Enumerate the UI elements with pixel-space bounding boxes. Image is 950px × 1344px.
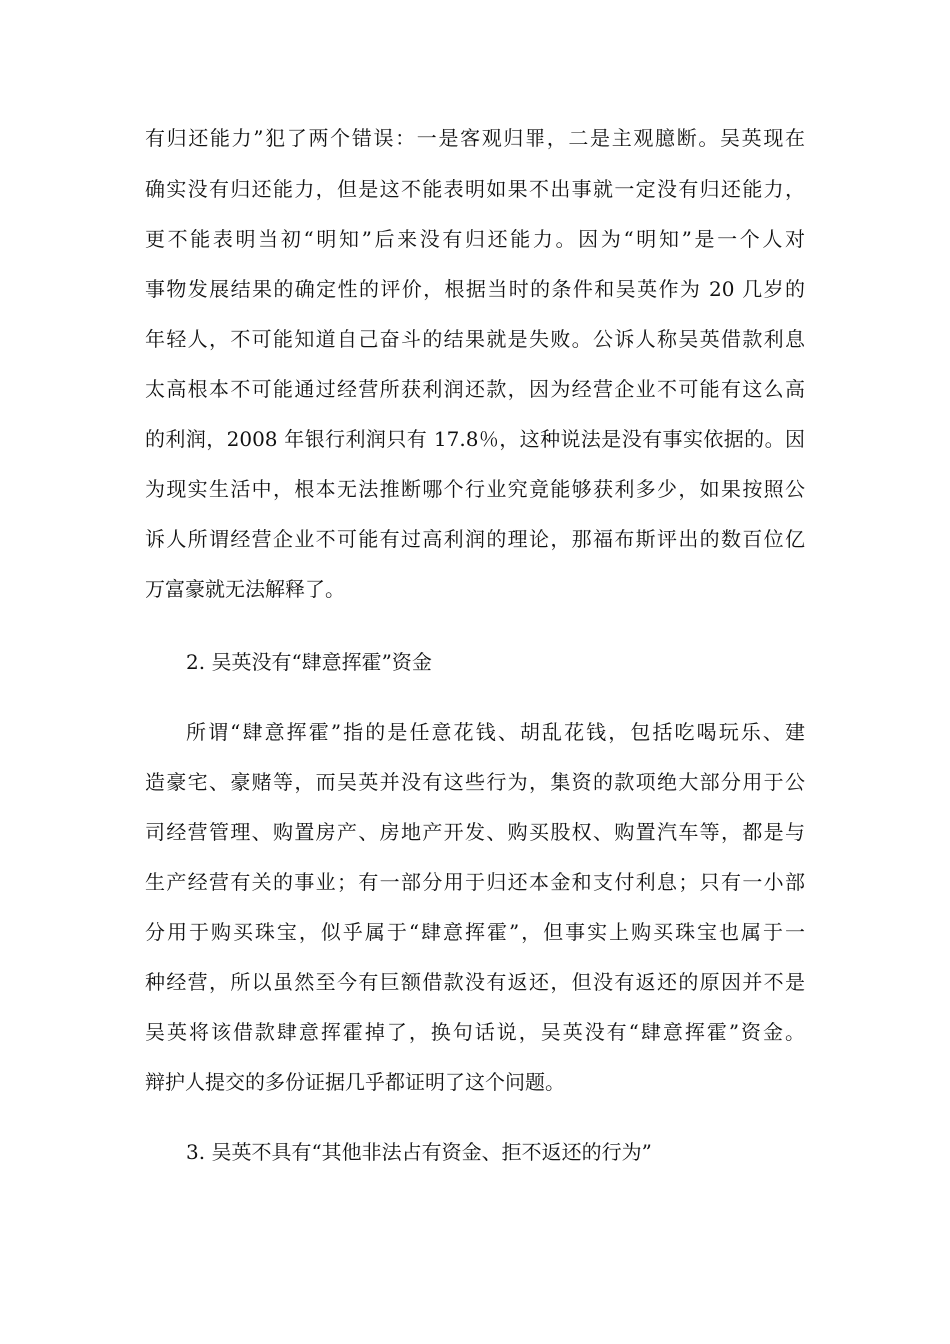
paragraph-line: 吴英将该借款肆意挥霍掉了，换句话说，吴英没有“肆意挥霍”资金。	[145, 1020, 805, 1044]
paragraph-line: 生产经营有关的事业；有一部分用于归还本金和支付利息；只有一小部	[145, 870, 805, 894]
section-heading-3: 3. 吴英不具有“其他非法占有资金、拒不返还的行为”	[186, 1140, 652, 1164]
paragraph-line: 司经营管理、购置房产、房地产开发、购买股权、购置汽车等，都是与	[145, 820, 805, 844]
paragraph-line: 年轻人，不可能知道自己奋斗的结果就是失败。公诉人称吴英借款利息	[145, 327, 805, 351]
paragraph-line: 辩护人提交的多份证据几乎都证明了这个问题。	[145, 1070, 565, 1094]
paragraph-line: 的利润，2008 年银行利润只有 17.8％，这种说法是没有事实依据的。因	[145, 427, 805, 451]
paragraph-line: 诉人所谓经营企业不可能有过高利润的理论，那福布斯评出的数百位亿	[145, 527, 805, 551]
paragraph-line: 分用于购买珠宝，似乎属于“肆意挥霍”，但事实上购买珠宝也属于一	[145, 920, 805, 944]
paragraph-line: 事物发展结果的确定性的评价，根据当时的条件和吴英作为 20 几岁的	[145, 277, 805, 301]
paragraph-line: 种经营，所以虽然至今有巨额借款没有返还，但没有返还的原因并不是	[145, 970, 805, 994]
section-heading-2: 2. 吴英没有“肆意挥霍”资金	[186, 650, 432, 674]
paragraph-line: 所谓“肆意挥霍”指的是任意花钱、胡乱花钱，包括吃喝玩乐、建	[186, 720, 805, 744]
paragraph-line: 更不能表明当初“明知”后来没有归还能力。因为“明知”是一个人对	[145, 227, 805, 251]
paragraph-line: 为现实生活中，根本无法推断哪个行业究竟能够获利多少，如果按照公	[145, 477, 805, 501]
paragraph-line: 有归还能力”犯了两个错误：一是客观归罪，二是主观臆断。吴英现在	[145, 126, 805, 150]
paragraph-line: 确实没有归还能力，但是这不能表明如果不出事就一定没有归还能力，	[145, 177, 805, 201]
paragraph-line: 太高根本不可能通过经营所获利润还款，因为经营企业不可能有这么高	[145, 377, 805, 401]
paragraph-line: 万富豪就无法解释了。	[145, 577, 345, 601]
paragraph-line: 造豪宅、豪赌等，而吴英并没有这些行为，集资的款项绝大部分用于公	[145, 770, 805, 794]
